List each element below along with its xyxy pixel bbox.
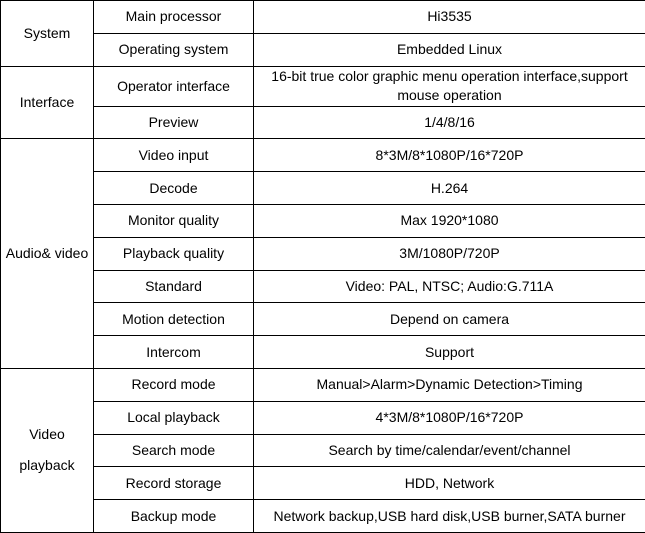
table-row [1,106,645,139]
row-value: Max 1920*1080 [254,204,645,237]
row-label: Preview [94,106,254,139]
group-system: System [1,1,94,67]
table-row [1,434,645,467]
row-label: Standard [94,270,254,303]
table-row [1,336,645,369]
row-label: Playback quality [94,237,254,270]
row-label: Search mode [94,434,254,467]
group-audio-video: Audio& video [1,139,94,369]
group-video-playback: Video playback [1,368,94,532]
table-row [1,401,645,434]
table-row [1,303,645,336]
table-row [1,66,645,106]
row-label: Motion detection [94,303,254,336]
row-value: 3M/1080P/720P [254,237,645,270]
row-label: Local playback [94,401,254,434]
table-row [1,139,645,172]
table-row [1,172,645,205]
row-label: Main processor [94,1,254,34]
table-row [1,368,645,401]
row-label: Monitor quality [94,204,254,237]
row-label: Decode [94,172,254,205]
table-row [1,467,645,500]
row-value: Manual>Alarm>Dynamic Detection>Timing [254,368,645,401]
row-label: Intercom [94,336,254,369]
row-value: 4*3M/8*1080P/16*720P [254,401,645,434]
row-value: Search by time/calendar/event/channel [254,434,645,467]
table-row [1,33,645,66]
row-label: Operating system [94,33,254,66]
row-value: 1/4/8/16 [254,106,645,139]
row-value: H.264 [254,172,645,205]
row-label: Backup mode [94,500,254,533]
row-value: 8*3M/8*1080P/16*720P [254,139,645,172]
row-value: 16-bit true color graphic menu operation interface,support mouse operation [254,66,645,106]
row-value: Video: PAL, NTSC; Audio:G.711A [254,270,645,303]
table-row [1,237,645,270]
row-label: Record mode [94,368,254,401]
table-row [1,500,645,533]
row-value: HDD, Network [254,467,645,500]
table-row [1,1,645,34]
row-label: Operator interface [94,66,254,106]
group-interface: Interface [1,66,94,139]
table-row [1,270,645,303]
table-row [1,204,645,237]
row-value: Depend on camera [254,303,645,336]
row-label: Video input [94,139,254,172]
row-label: Record storage [94,467,254,500]
row-value: Support [254,336,645,369]
row-value: Network backup,USB hard disk,USB burner,SATA burner [254,500,645,533]
row-value: Embedded Linux [254,33,645,66]
row-value: Hi3535 [254,1,645,34]
